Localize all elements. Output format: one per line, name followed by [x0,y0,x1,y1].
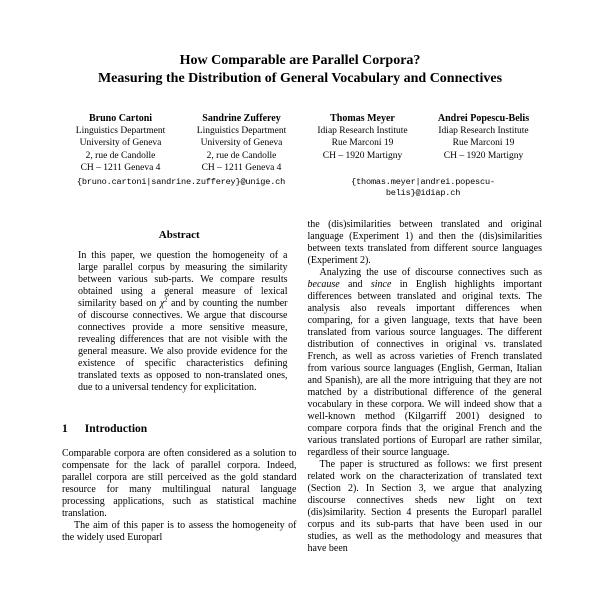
email-geneva: {bruno.cartoni|sandrine.zufferey}@unige.ch [76,177,286,188]
right-column [308,219,543,555]
abstract-heading: Abstract [158,228,200,241]
right-paragraph-2: Analyzing the use of discourse connectives such as because and since in English highlights important differences between translated and original texts. The analysis also reveals important differences when comparing, for a given language, texts that have been translated from various source languages. The different distribution of connectives in original vs. translated French, as well as across varieties of French translated from various source languages (English, German, Italian and Spanish), are all the more intriguing that they are not matched by a distributional difference of the general vocabulary in these corpora. We will indeed show that a well-known method (Kilgarriff 2001) designed to compare corpora finds that the original French and the various translated portions of Europarl are rather similar, regardless of their source language. [307,266,542,458]
author-affiliation-line: 2, rue de Candolle [85,150,156,161]
section-number: 1 [62,422,68,435]
author-affiliation-line: 2, rue de Candolle [206,150,277,161]
author-cols-idiap [302,112,544,162]
author-affiliation-line: Rue Marconi 19 [452,138,515,149]
section-heading-introduction [62,423,297,435]
author-affiliation-line: Idiap Research Institute [317,126,408,136]
author-affiliation-line: Idiap Research Institute [438,126,529,136]
author-cols-geneva [60,112,302,174]
intro-paragraph-1: Comparable corpora are often considered as a solution to compensate for the lack of parallel corpora. Indeed, parallel corpora are still perceived as the gold standard resource for many multilingual natural language processing applications, such as statistical machine translation. [62,447,297,519]
author-group-geneva [60,112,302,199]
authors-row [60,112,544,199]
author-sandrine-zufferey [181,112,302,174]
body-columns [62,219,542,555]
author-thomas-meyer [302,112,423,162]
author-affiliation-line: Rue Marconi 19 [331,138,394,149]
author-affiliation-line: CH – 1920 Martigny [322,150,403,161]
title-line-1: How Comparable are Parallel Corpora? [179,53,421,68]
author-affiliation-line: University of Geneva [79,138,162,149]
right-paragraph-3: The paper is structured as follows: we first present related work on the characterization of translated text (Section 2). In Section 3, we argue that analyzing discourse connectives sheds new light on text (dis)similarity. Section 4 presents the Europarl parallel corpus and its sub-parts that have been used in our studies, as well as the methodology and measures that have been [307,458,542,554]
title-line-2: Measuring the Distribution of General Vocabulary and Connectives [97,71,503,86]
author-bruno-cartoni [60,112,181,174]
author-affiliation-line: Linguistics Department [196,126,287,136]
email-idiap [302,177,544,199]
author-affiliation-line: CH – 1211 Geneva 4 [201,162,282,173]
right-paragraph-1: the (dis)similarities between translated and original language (Experiment 1) and then the (dis)similarities between texts translated from different source languages (Experiment 2). [307,218,542,266]
author-name: Bruno Cartoni [88,113,153,124]
intro-paragraph-2: The aim of this paper is to assess the homogeneity of the widely used Europarl [62,519,297,543]
author-name: Andrei Popescu-Belis [437,113,530,124]
author-affiliation-line: Linguistics Department [75,126,166,136]
author-name: Sandrine Zufferey [202,113,281,124]
section-title: Introduction [84,422,148,435]
author-affiliation-line: CH – 1920 Martigny [443,150,524,161]
paper-title [0,52,600,88]
author-name: Thomas Meyer [330,113,395,124]
author-affiliation-line: CH – 1211 Geneva 4 [80,162,161,173]
author-affiliation-line: University of Geneva [200,138,283,149]
abstract-paragraph: In this paper, we question the homogeneity of a large parallel corpus by measuring the similarity between various sub-parts. We compare results obtained using a general measure of lexical similarity based on $\chi^2$ and by counting the number of discourse connectives. We argue that discourse connectives provide a more sensitive measure, revealing differences that are not visible with the general measure. We also provide evidence for the existence of specific characteristics defining translated texts as opposed to non-translated ones, due to a universal tendency for explicitation. [78,249,288,393]
left-column [62,219,297,555]
author-group-idiap [302,112,544,199]
email-idiap-line-1: {thomas.meyer|andrei.popescu- [351,176,495,187]
email-idiap-line-2: belis}@idiap.ch [385,187,461,198]
author-andrei-popescu-belis [423,112,544,162]
